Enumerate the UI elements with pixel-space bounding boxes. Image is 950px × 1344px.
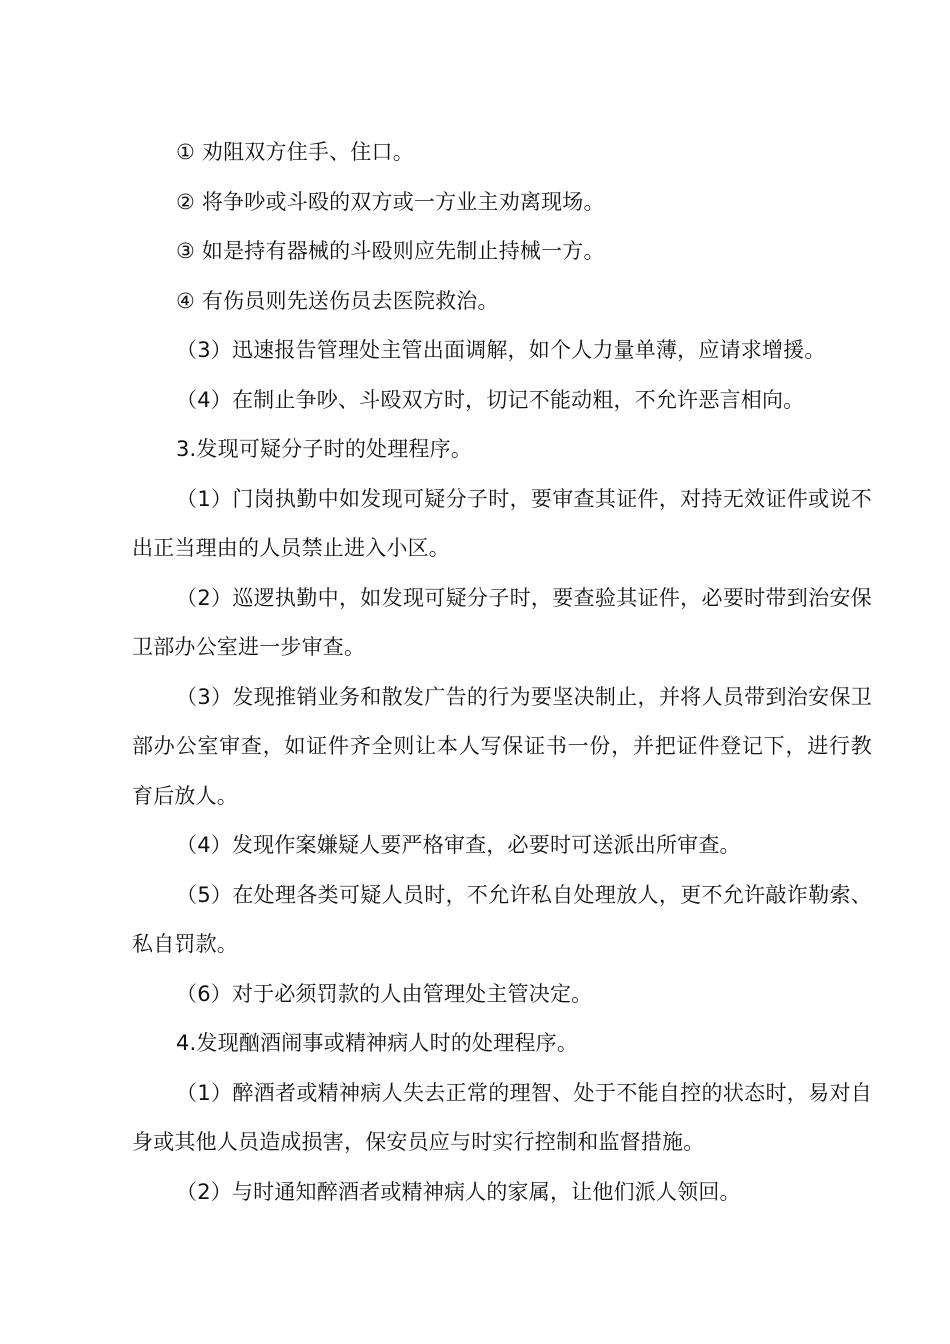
list-item-remove-parties: ② 将争吵或斗殴的双方或一方业主劝离现场。: [176, 189, 605, 214]
paragraph-control-measures: （1）醉酒者或精神病人失去正常的理智、处于不能自控的状态时，易对自身或其他人员造成损害，保安员应与时实行控制和监督措施。: [132, 1080, 872, 1154]
paragraph-no-private-handling: （5）在处理各类可疑人员时，不允许私自处理放人，更不允许敲诈勒索、私自罚款。: [132, 882, 872, 956]
paragraph-notify-family: （2）与时通知醉酒者或精神病人的家属，让他们派人领回。: [176, 1179, 741, 1204]
list-item-armed-fight: ③ 如是持有器械的斗殴则应先制止持械一方。: [176, 239, 605, 263]
section-heading-drunk: 4.发现酗酒闹事或精神病人时的处理程序。: [176, 1031, 579, 1055]
paragraph-gate-check: （1）门岗执勤中如发现可疑分子时，要审查其证件，对持无效证件或说不出正当理由的人员禁止进入小区。: [132, 486, 872, 560]
paragraph-patrol-check: （2）巡逻执勤中，如发现可疑分子时，要查验其证件，必要时带到治安保卫部办公室进一步审查。: [132, 585, 872, 659]
paragraph-suspect-review: （4）发现作案嫌疑人要严格审查，必要时可送派出所审查。: [176, 833, 741, 857]
list-item-persuade-stop: ① 劝阻双方住手、住口。: [176, 140, 414, 164]
paragraph-advertising: （3）发现推销业务和散发广告的行为要坚决制止，并将人员带到治安保卫部办公室审查，如证件齐全则让本人写保证书一份，并把证件登记下，进行教育后放人。: [132, 684, 872, 808]
document-body: [132, 128, 872, 1217]
paragraph-fine-decision: （6）对于必须罚款的人由管理处主管决定。: [176, 981, 593, 1006]
paragraph-report-manager: （3）迅速报告管理处主管出面调解，如个人力量单薄，应请求增援。: [176, 338, 826, 362]
list-item-injured: ④ 有伤员则先送伤员去医院救治。: [176, 288, 499, 313]
section-heading-suspicious: 3.发现可疑分子时的处理程序。: [176, 437, 473, 461]
paragraph-no-violence: （4）在制止争吵、斗殴双方时，切记不能动粗，不允许恶言相向。: [176, 387, 805, 412]
